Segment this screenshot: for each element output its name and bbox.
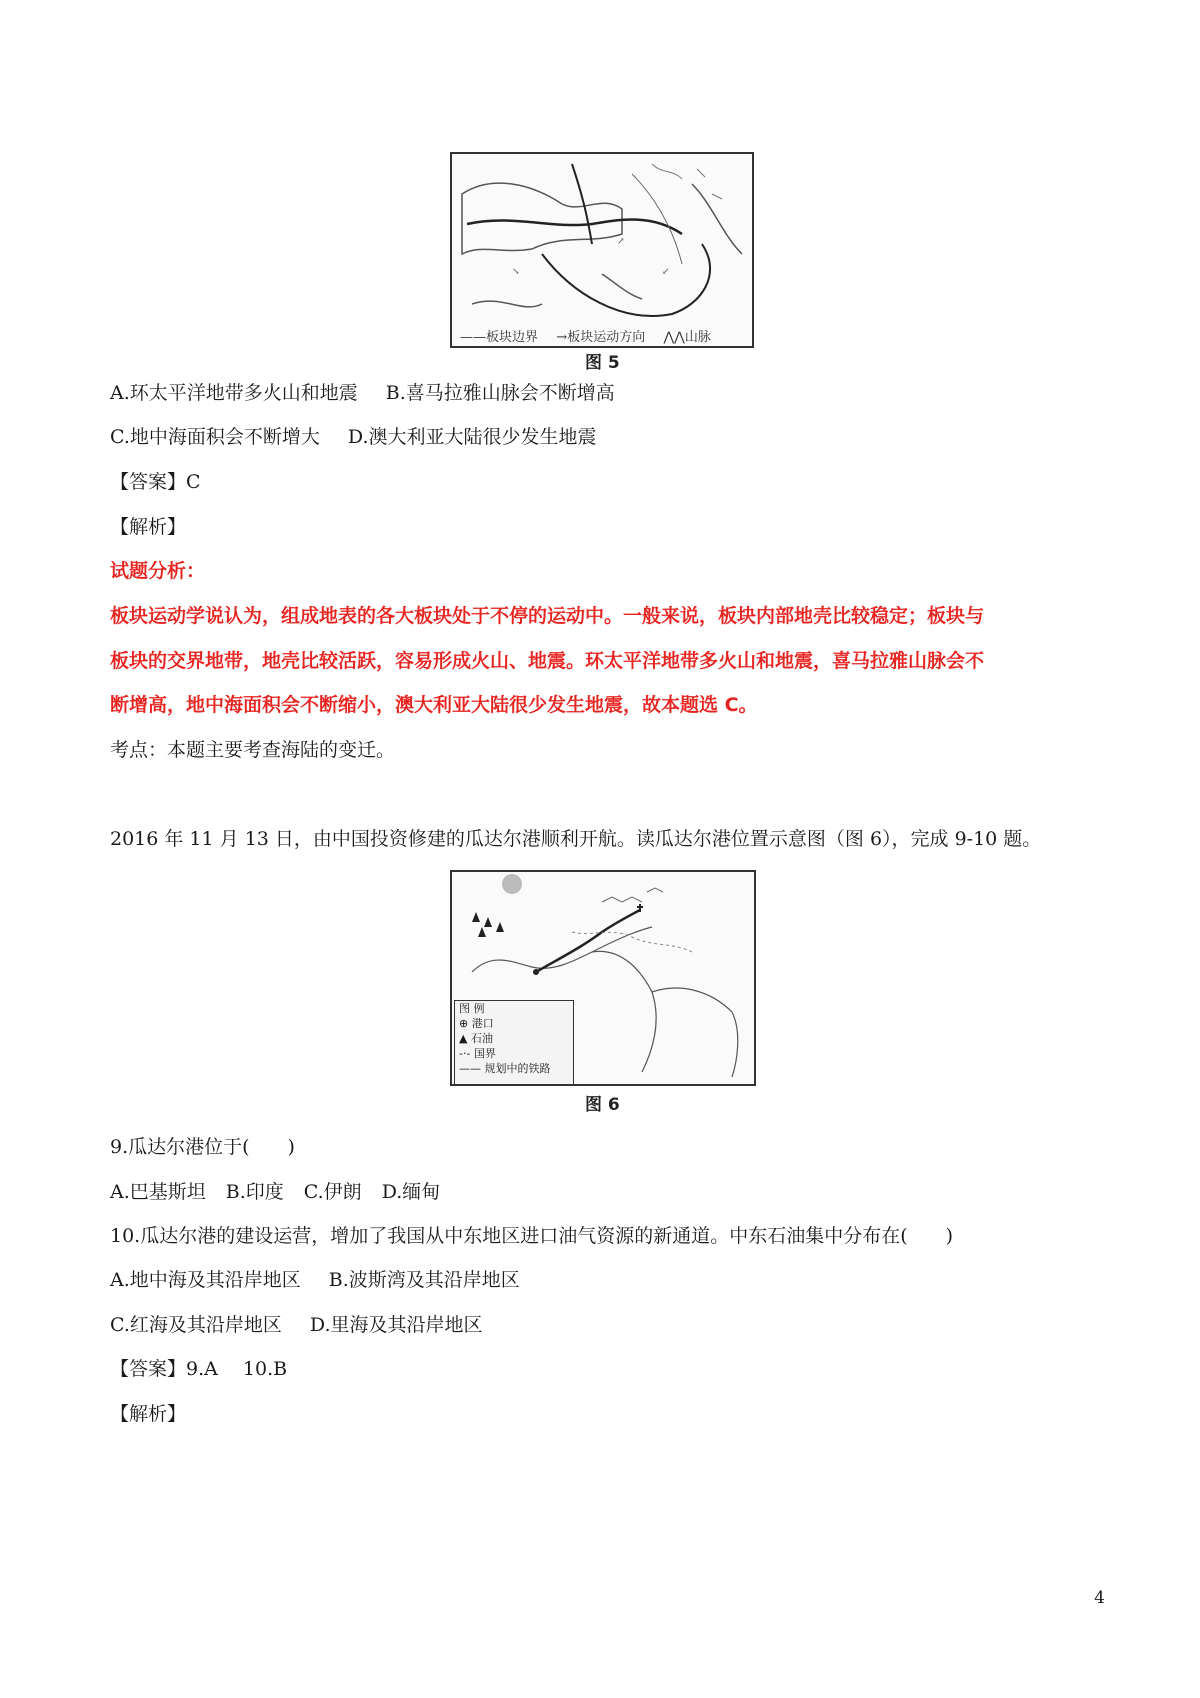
legend-oil-label: 石油 <box>470 1032 493 1045</box>
q9-option-a: A.巴基斯坦 <box>110 1181 206 1203</box>
analysis-line-2: 板块的交界地带，地壳比较活跃，容易形成火山、地震。环太平洋地带多火山和地震，喜马拉雅山脉会不 <box>110 650 985 672</box>
q8-option-d: D.澳大利亚大陆很少发生地震 <box>347 426 597 448</box>
legend-rail-item <box>455 1061 573 1076</box>
legend-rail-label: 规划中的铁路 <box>484 1062 551 1075</box>
legend-mountain-label: 山脉 <box>684 330 711 345</box>
legend-port-item <box>455 1016 573 1031</box>
svg-text:↗: ↗ <box>617 237 625 247</box>
legend-border-item <box>455 1046 573 1061</box>
q10-option-c: C.红海及其沿岸地区 <box>110 1314 282 1336</box>
question-intro: 2016 年 11 月 13 日，由中国投资修建的瓜达尔港顺利开航。读瓜达尔港位置示意图（图 6），完成 9-10 题。 <box>110 828 1042 850</box>
figure-5-caption: 图 5 <box>585 353 620 373</box>
q10-option-b: B.波斯湾及其沿岸地区 <box>328 1269 520 1291</box>
figure-5-plate-map <box>450 152 754 348</box>
figure-6-legend <box>454 1000 574 1086</box>
border-line-icon: -·- <box>459 1047 474 1060</box>
legend-mountain-symbol: ⋀⋀ <box>663 330 685 345</box>
figure-5-legend <box>460 326 711 345</box>
kaodian-text: 考点：本题主要考查海陆的变迁。 <box>110 739 396 761</box>
q9-options <box>110 1179 440 1205</box>
analysis-title: 试题分析： <box>110 560 206 582</box>
plate-map-image <box>452 154 752 346</box>
legend-boundary-line: —— <box>460 330 486 345</box>
legend-direction-arrow: → <box>556 330 568 345</box>
q10-stem: 10.瓜达尔港的建设运营，增加了我国从中东地区进口油气资源的新通道。中东石油集中分布在( ) <box>110 1225 954 1247</box>
answer-label-2: 【答案】9.A 10.B <box>110 1358 288 1380</box>
q10-options-row-1 <box>110 1267 520 1293</box>
q9-option-d: D.缅甸 <box>381 1181 441 1203</box>
analysis-label-1: 【解析】 <box>110 516 187 538</box>
legend-border-label: 国界 <box>473 1047 496 1060</box>
analysis-label-2: 【解析】 <box>110 1403 187 1425</box>
figure-6-gwadar-map <box>450 870 756 1086</box>
port-icon: ⊕ <box>459 1017 472 1030</box>
oil-icon: ▲ <box>459 1032 471 1045</box>
analysis-line-1: 板块运动学说认为，组成地表的各大板块处于不停的运动中。一般来说，板块内部地壳比较稳定；板块与 <box>110 605 985 627</box>
legend-title: 图 例 <box>459 1002 485 1015</box>
legend-port-label: 港口 <box>471 1017 494 1030</box>
q8-options-row-1 <box>110 380 615 406</box>
svg-text:↙: ↙ <box>662 267 670 277</box>
q9-stem: 9.瓜达尔港位于( ) <box>110 1136 295 1158</box>
q10-options-row-2 <box>110 1312 483 1338</box>
legend-boundary-label: 板块边界 <box>486 330 539 345</box>
q10-option-d: D.里海及其沿岸地区 <box>309 1314 483 1336</box>
q8-option-a: A.环太平洋地带多火山和地震 <box>110 382 358 404</box>
svg-text:↘: ↘ <box>512 267 520 277</box>
rail-line-icon: —— <box>459 1062 485 1075</box>
page-number: 4 <box>1094 1588 1105 1608</box>
q9-option-c: C.伊朗 <box>303 1181 362 1203</box>
legend-oil-item <box>455 1031 573 1046</box>
q8-option-c: C.地中海面积会不断增大 <box>110 426 320 448</box>
analysis-line-3: 断增高，地中海面积会不断缩小，澳大利亚大陆很少发生地震，故本题选 C。 <box>110 694 758 716</box>
q8-options-row-2 <box>110 424 597 450</box>
q9-option-b: B.印度 <box>225 1181 284 1203</box>
legend-direction-label: 板块运动方向 <box>567 330 646 345</box>
figure-6-caption: 图 6 <box>585 1095 620 1115</box>
answer-label-1: 【答案】C <box>110 471 201 493</box>
q8-option-b: B.喜马拉雅山脉会不断增高 <box>385 382 615 404</box>
q10-option-a: A.地中海及其沿岸地区 <box>110 1269 301 1291</box>
